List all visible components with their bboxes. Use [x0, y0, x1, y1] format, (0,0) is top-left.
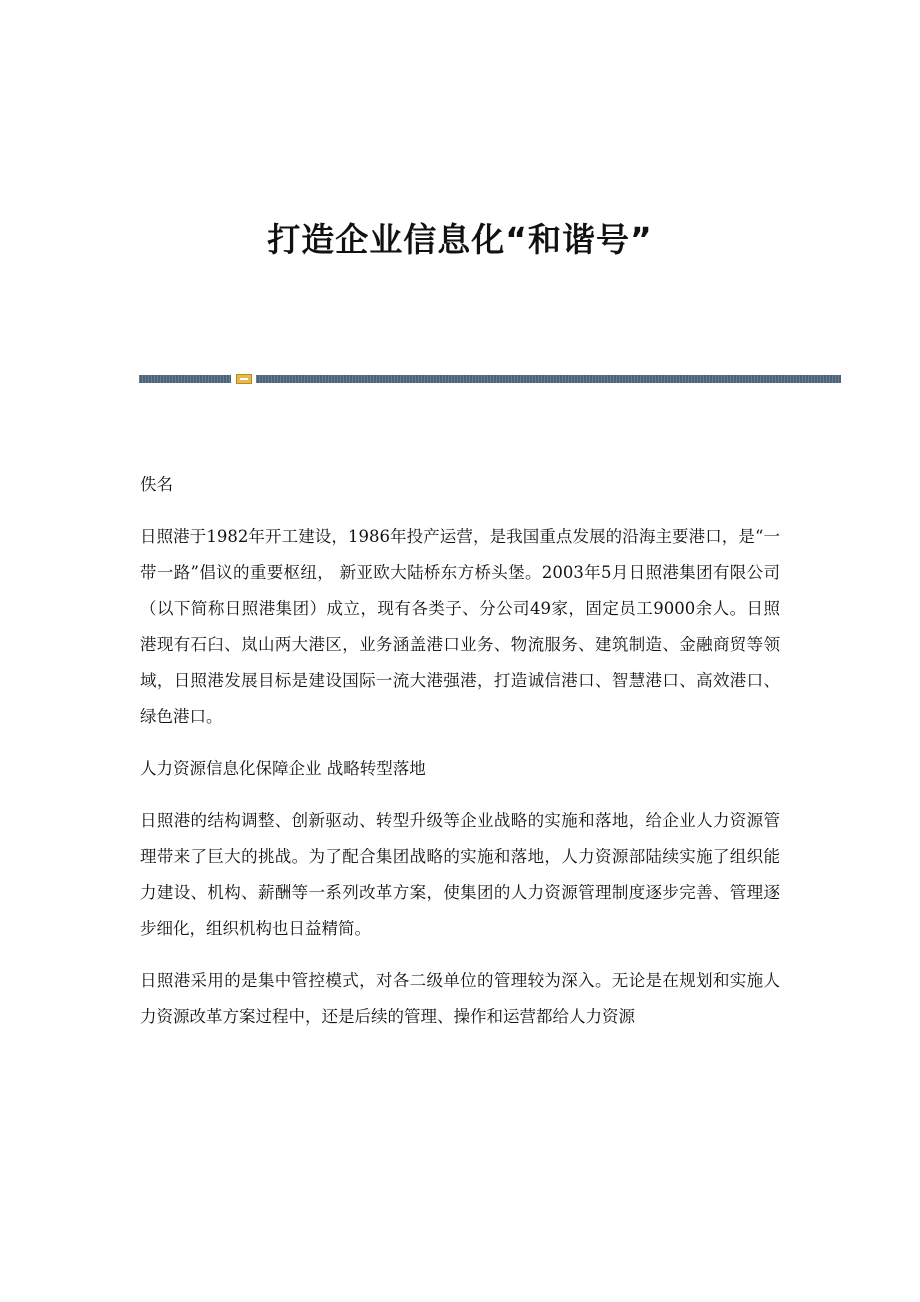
title-divider-left	[139, 375, 231, 383]
section-heading: 人力资源信息化保障企业 战略转型落地	[140, 759, 426, 778]
divider-ornament-icon	[236, 374, 252, 384]
paragraph-management: 日照港采用的是集中管控模式，对各二级单位的管理较为深入。无论是在规划和实施人力资源改革方案过程中，还是后续的管理、操作和运营都给人力资源	[140, 971, 780, 1026]
document-body	[140, 467, 780, 1035]
paragraph-strategy: 日照港的结构调整、创新驱动、转型升级等企业战略的实施和落地，给企业人力资源管理带来了巨大的挑战。为了配合集团战略的实施和落地，人力资源部陆续实施了组织能力建设、机构、薪酬等一系列改革方案，使集团的人力资源管理制度逐步完善、管理逐步细化，组织机构也日益精简。	[140, 811, 780, 938]
paragraph-intro: 日照港于1982年开工建设，1986年投产运营，是我国重点发展的沿海主要港口，是“一带一路”倡议的重要枢纽， 新亚欧大陆桥东方桥头堡。2003年5月日照港集团有限公司（以下简称日照港集团）成立，现有各类子、分公司49家，固定员工9000余人。日照港现有石臼、岚山两大港区，业务涵盖港口业务、物流服务、建筑制造、金融商贸等领域，日照港发展目标是建设国际一流大港强港，打造诚信港口、智慧港口、高效港口、绿色港口。	[140, 527, 780, 726]
document-title: 打造企业信息化“和谐号”	[267, 220, 653, 259]
title-divider-right	[256, 375, 841, 383]
author-name: 佚名	[140, 475, 173, 494]
